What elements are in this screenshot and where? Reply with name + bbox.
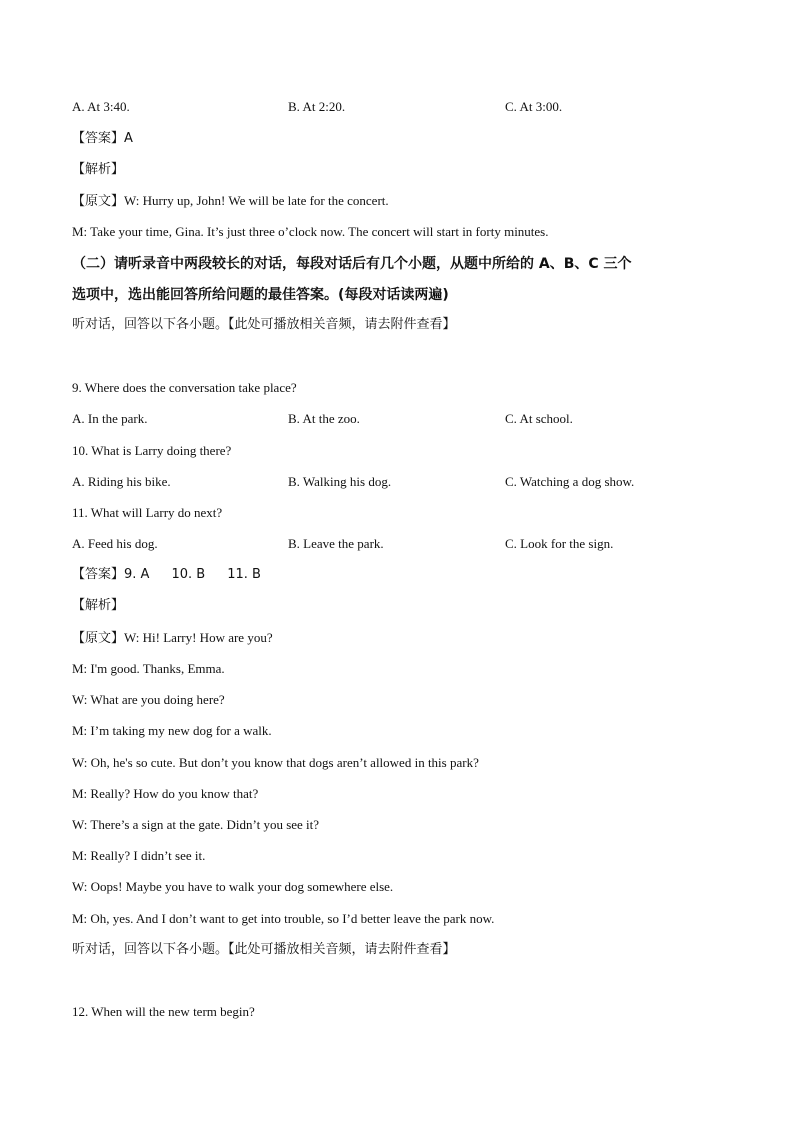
transcript-2-line: W: What are you doing here? <box>72 692 225 707</box>
q8-option-c: C. At 3:00. <box>505 99 563 114</box>
answer-2-item: 10. B <box>171 567 206 582</box>
transcript-2-line: W: Oops! Maybe you have to walk your dog somewhere else. <box>72 879 394 894</box>
listen-note-1: 听对话，回答以下各小题。【此处可播放相关音频，请去附件查看】 <box>72 317 456 332</box>
q8-option-b: B. At 2:20. <box>288 99 346 114</box>
q9-text: 9. Where does the conversation take place? <box>72 380 297 395</box>
q9-option-b: B. At the zoo. <box>288 411 360 426</box>
transcript-2-line: M: I’m taking my new dog for a walk. <box>72 723 272 738</box>
analysis-1: 【解析】 <box>72 162 125 177</box>
answer-1: 【答案】A <box>72 131 133 146</box>
section-2-heading-line-1: （二）请听录音中两段较长的对话，每段对话后有几个小题，从题中所给的 A、B、C 三个 <box>72 256 632 272</box>
listen-note-2: 听对话，回答以下各小题。【此处可播放相关音频，请去附件查看】 <box>72 942 456 957</box>
answer-2 <box>72 566 261 584</box>
transcript-2-line: 【原文】W: Hi! Larry! How are you? <box>72 630 273 645</box>
answer-2-item: 9. A <box>124 567 150 582</box>
transcript-1-line-2: M: Take your time, Gina. It’s just three o’clock now. The concert will start in forty minutes. <box>72 224 549 239</box>
transcript-2-line: W: Oh, he's so cute. But don’t you know that dogs aren’t allowed in this park? <box>72 755 479 770</box>
q11-option-a: A. Feed his dog. <box>72 536 158 551</box>
section-2-heading-line-2: 选项中，选出能回答所给问题的最佳答案。(每段对话读两遍) <box>72 287 449 303</box>
transcript-2-line: M: Really? How do you know that? <box>72 786 259 801</box>
q9-option-c: C. At school. <box>505 411 573 426</box>
analysis-2: 【解析】 <box>72 598 125 613</box>
q11-option-c: C. Look for the sign. <box>505 536 614 551</box>
q12-text: 12. When will the new term begin? <box>72 1004 255 1019</box>
q8-option-a: A. At 3:40. <box>72 99 130 114</box>
transcript-2-line: M: I'm good. Thanks, Emma. <box>72 661 225 676</box>
answer-2-label: 【答案】 <box>72 567 125 582</box>
q10-text: 10. What is Larry doing there? <box>72 443 232 458</box>
q10-option-b: B. Walking his dog. <box>288 474 392 489</box>
transcript-2-line: M: Oh, yes. And I don’t want to get into trouble, so I’d better leave the park now. <box>72 911 495 926</box>
q10-option-a: A. Riding his bike. <box>72 474 171 489</box>
q11-option-b: B. Leave the park. <box>288 536 384 551</box>
transcript-2-line: W: There’s a sign at the gate. Didn’t you see it? <box>72 817 320 832</box>
answer-2-item: 11. B <box>227 567 261 582</box>
q11-text: 11. What will Larry do next? <box>72 505 223 520</box>
q9-option-a: A. In the park. <box>72 411 148 426</box>
q10-option-c: C. Watching a dog show. <box>505 474 635 489</box>
transcript-1-line-1: 【原文】W: Hurry up, John! We will be late for the concert. <box>72 193 389 208</box>
transcript-2-line: M: Really? I didn’t see it. <box>72 848 206 863</box>
